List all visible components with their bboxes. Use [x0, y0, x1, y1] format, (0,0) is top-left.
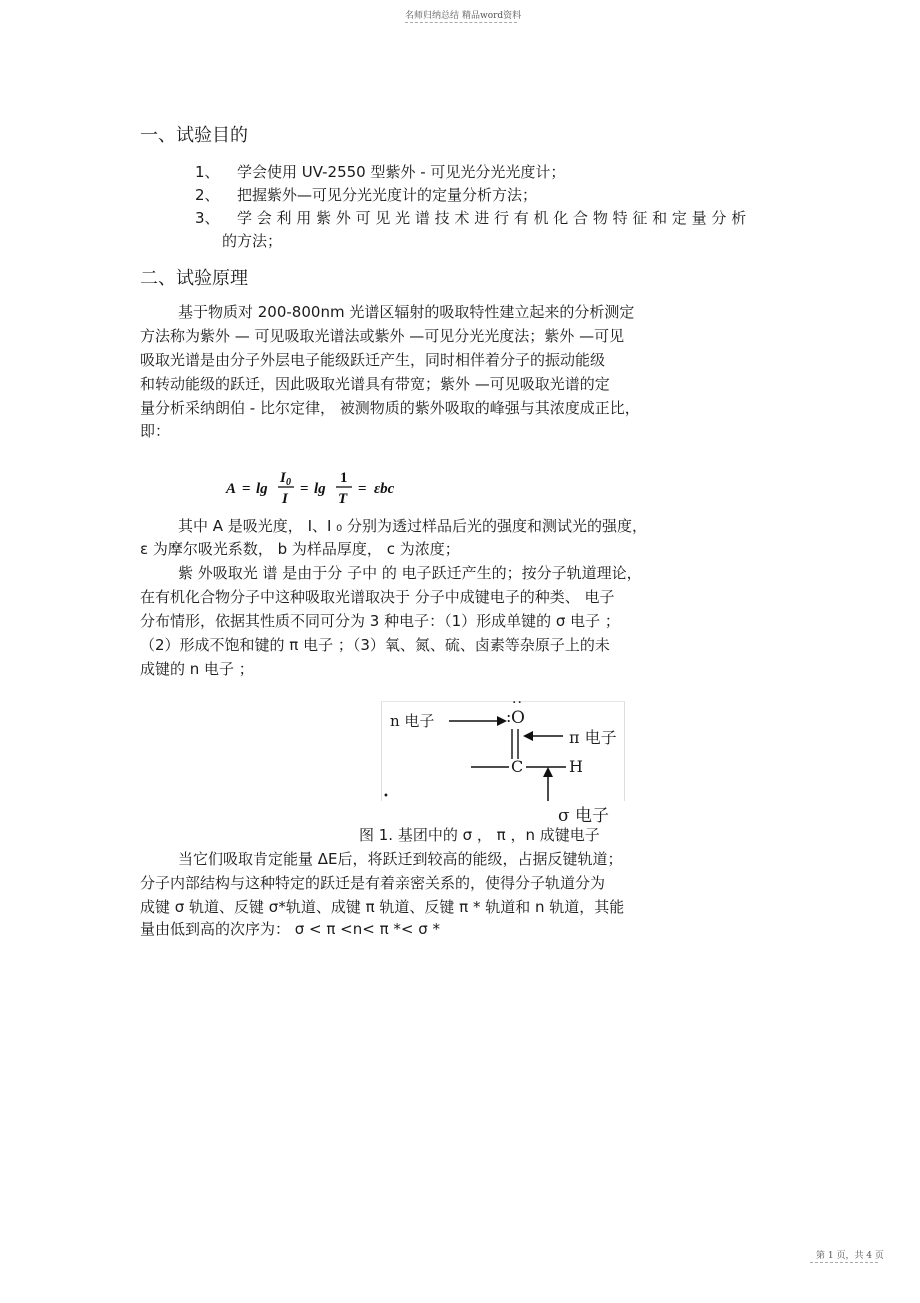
formula-equals-3: = [358, 481, 367, 497]
objective-2-number: 2、 [195, 186, 220, 204]
formula-frac1-denominator: I [282, 491, 288, 507]
formula-frac1-numerator: I [280, 470, 286, 486]
header-divider [405, 22, 517, 23]
principle-line-4: 和转动能级的跃迁，因此吸取光谱具有带宽；紫外 —可见吸取光谱的定 [140, 375, 610, 393]
principle-line-2: 方法称为紫外 — 可见吸取光谱法或紫外 —可见分光光度法；紫外 —可见 [140, 327, 625, 345]
carbon-atom: C [511, 757, 524, 776]
formula-frac2-denominator: T [338, 491, 348, 507]
page-number: 第 1 页，共 4 页 [816, 1251, 884, 1261]
objective-1-number: 1、 [195, 163, 220, 181]
formula-lhs: A [226, 481, 237, 497]
header-right-text: 精品word资料 [462, 11, 522, 21]
lone-pair-dots: ·· [512, 695, 523, 711]
uv-theory-line-4: （2）形成不饱和键的 π 电子 ；（3）氧、氮、硫、卤素等杂原子上的未 [140, 636, 610, 654]
footer-divider [810, 1262, 878, 1263]
objective-3-continuation: 的方法； [222, 232, 283, 250]
carbonyl-electron-figure [381, 695, 625, 827]
uv-theory-line-2: 在有机化合物分子中这种吸取光谱取决于 分子中成键电子的种类、 电子 [140, 588, 615, 606]
sigma-arrow-icon [542, 767, 554, 801]
objective-1-text: 学会使用 UV-2550 型紫外 - 可见光分光光度计； [237, 163, 566, 181]
principle-line-5: 量分析采纳朗伯 - 比尔定律， 被测物质的紫外吸取的峰强与其浓度成正比， [140, 399, 640, 417]
objective-3-number: 3、 [195, 209, 220, 227]
n-arrow-icon [449, 715, 509, 727]
section1-title: 一、试验目的 [140, 125, 248, 146]
formula-frac1-numerator-sub: 0 [286, 477, 291, 488]
double-bond-icon [509, 729, 521, 759]
beer-lambert-formula [222, 467, 412, 507]
hydrogen-atom: H [569, 757, 583, 776]
orbital-line-4: 量由低到高的次序为： σ < π <n< π *< σ * [140, 920, 441, 938]
lone-pair-colon: : [506, 707, 512, 726]
figure-caption: 图 1. 基团中的 σ ， π ，n 成键电子 [359, 826, 600, 844]
pi-electron-label: π 电子 [569, 728, 617, 747]
stray-dot: • [383, 791, 389, 802]
orbital-line-1: 当它们吸取肯定能量 ΔE后，将跃迁到较高的能级，占据反键轨道； [178, 850, 623, 868]
sigma-electron-label: σ 电子 [558, 806, 610, 826]
definition-line-1: 其中 A 是吸光度， I、I ₀ 分别为透过样品后光的强度和测试光的强度， [178, 517, 647, 535]
objective-3-text: 学 会 利 用 紫 外 可 见 光 谱 技 术 进 行 有 机 化 合 物 特 征 和 定 量 分 析 [237, 209, 747, 227]
principle-line-6: 即： [140, 422, 171, 440]
objective-2-text: 把握紫外—可见分光光度计的定量分析方法； [237, 186, 538, 204]
oxygen-atom: O [511, 708, 525, 728]
uv-theory-line-5: 成键的 n 电子 ； [140, 660, 254, 678]
formula-frac2-numerator: 1 [340, 470, 348, 486]
uv-theory-line-3: 分布情形，依据其性质不同可分为 3 种电子：（1）形成单键的 σ 电子 ； [140, 612, 620, 630]
formula-rhs: εbc [374, 481, 395, 497]
formula-lg-1: lg [256, 481, 268, 497]
orbital-line-3: 成键 σ 轨道、反键 σ*轨道、成键 π 轨道、反键 π * 轨道和 n 轨道，其能 [140, 898, 625, 916]
n-electron-label: n 电子 [390, 712, 435, 730]
formula-equals-2: = [300, 481, 309, 497]
left-bond-line [471, 765, 509, 769]
formula-lg-2: lg [314, 481, 326, 497]
pi-arrow-icon [523, 730, 563, 742]
section2-title: 二、试验原理 [140, 268, 248, 289]
principle-line-3: 吸取光谱是由分子外层电子能级跃迁产生，同时相伴着分子的振动能级 [140, 351, 606, 369]
header-left-text: 名师归纳总结 [405, 11, 460, 21]
definition-line-2: ε 为摩尔吸光系数， b 为样品厚度， c 为浓度； [140, 540, 460, 558]
orbital-line-2: 分子内部结构与这种特定的跃迁是有着亲密关系的，使得分子轨道分为 [140, 874, 606, 892]
formula-equals-1: = [242, 481, 251, 497]
uv-theory-line-1: 紫 外吸取光 谱 是由于分 子中 的 电子跃迁产生的；按分子轨道理论， [178, 564, 642, 582]
principle-line-1: 基于物质对 200-800nm 光谱区辐射的吸取特性建立起来的分析测定 [178, 303, 635, 321]
